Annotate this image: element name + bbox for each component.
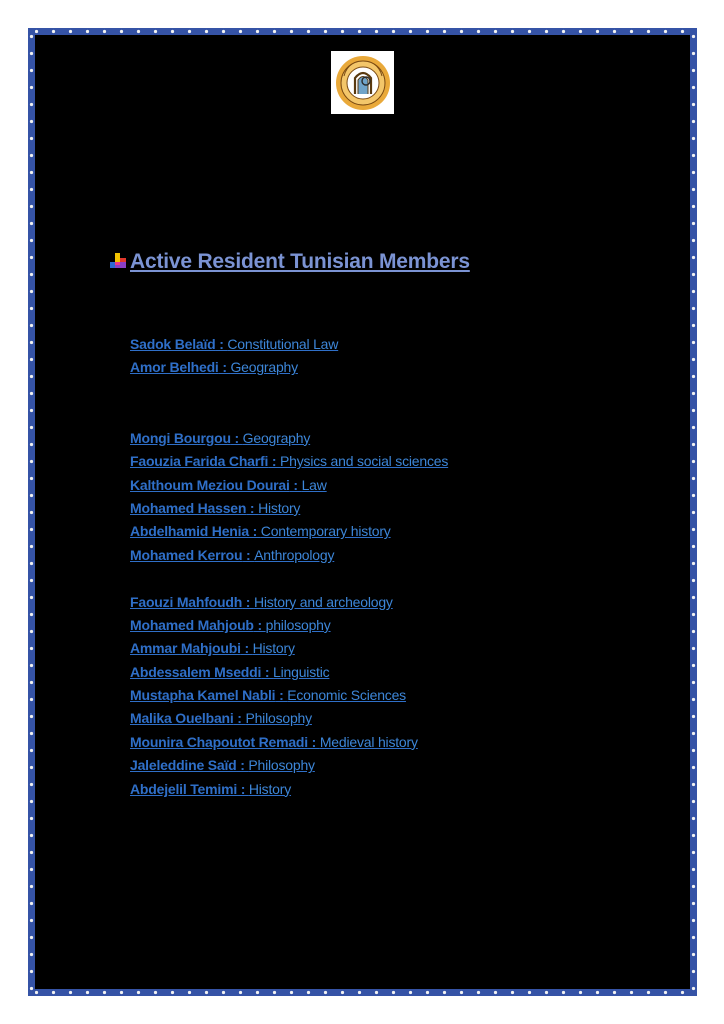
- member-name: Abdessalem Mseddi: [130, 663, 262, 680]
- frame-top-border: [28, 28, 697, 35]
- separator: :: [242, 546, 255, 563]
- member-field: History and archeology: [253, 593, 393, 610]
- separator: :: [240, 640, 253, 657]
- member-link[interactable]: [130, 637, 650, 660]
- member-link[interactable]: [130, 520, 650, 543]
- member-field: Philosophy: [248, 757, 315, 774]
- frame-right-border: [690, 28, 697, 996]
- page-title: Active Resident Tunisian Members: [130, 250, 470, 273]
- separator: :: [218, 359, 231, 376]
- member-field: History: [258, 499, 301, 516]
- member-name: Mounira Chapoutot Remadi: [130, 733, 308, 750]
- member-link[interactable]: [130, 614, 650, 637]
- separator: :: [215, 336, 228, 352]
- member-name: Mohamed Mahjoub: [130, 616, 254, 633]
- member-name: Mohamed Hassen: [130, 499, 247, 516]
- member-field: Geography: [242, 429, 311, 446]
- separator: :: [275, 687, 288, 704]
- member-name: Ammar Mahjoubi: [130, 640, 241, 657]
- member-link[interactable]: [130, 684, 650, 707]
- member-name: Faouzia Farida Charfi: [130, 453, 269, 470]
- member-link[interactable]: [130, 778, 650, 801]
- member-name: Kalthoum Meziou Dourai: [130, 476, 290, 493]
- member-name: Amor Belhedi: [130, 359, 219, 376]
- member-field: History: [252, 640, 295, 657]
- frame-left-border: [28, 28, 35, 996]
- separator: :: [242, 593, 254, 610]
- member-field: Medieval history: [319, 733, 418, 750]
- member-link[interactable]: [130, 754, 650, 777]
- member-name: Jaleleddine Saïd: [130, 757, 237, 774]
- color-squares-bullet-icon: [108, 252, 128, 272]
- separator: :: [268, 453, 281, 470]
- member-field: Anthropology: [254, 546, 335, 563]
- separator: :: [289, 476, 302, 493]
- member-link[interactable]: [130, 544, 650, 567]
- separator: :: [233, 710, 246, 727]
- section-heading: [108, 250, 470, 274]
- member-field: Linguistic: [273, 663, 330, 680]
- member-field: philosophy: [265, 616, 331, 633]
- separator: :: [248, 523, 261, 540]
- member-link[interactable]: [130, 450, 650, 473]
- separator: :: [237, 780, 249, 797]
- member-field: Philosophy: [245, 710, 312, 727]
- separator: :: [230, 429, 243, 446]
- member-name: Faouzi Mahfoudh: [130, 593, 243, 610]
- member-link[interactable]: [130, 661, 650, 684]
- separator: :: [261, 663, 274, 680]
- member-link[interactable]: [130, 474, 650, 497]
- member-field: Law: [301, 476, 327, 493]
- member-field: History: [248, 780, 292, 797]
- member-name: Malika Ouelbani: [130, 710, 234, 727]
- member-link[interactable]: [130, 707, 650, 730]
- member-field: Economic Sciences: [287, 687, 406, 704]
- separator: :: [307, 733, 320, 750]
- institution-seal-icon: [331, 51, 394, 114]
- member-name: Mustapha Kamel Nabli: [130, 687, 276, 704]
- member-list: [130, 333, 650, 801]
- frame-bottom-border: [28, 989, 697, 996]
- separator: :: [246, 499, 259, 516]
- separator: :: [236, 757, 249, 774]
- member-link[interactable]: [130, 333, 650, 356]
- member-name: Mongi Bourgou: [130, 429, 231, 446]
- member-link[interactable]: [130, 591, 650, 614]
- member-link[interactable]: [130, 356, 650, 379]
- group-spacer: [130, 380, 650, 427]
- member-field: Physics and social sciences: [280, 453, 449, 470]
- member-name: Sadok Belaïd: [130, 336, 216, 352]
- member-field: Geography: [230, 359, 298, 376]
- member-link[interactable]: [130, 427, 650, 450]
- member-name: Abdelhamid Henia: [130, 523, 249, 540]
- member-field: Contemporary history: [260, 523, 391, 540]
- member-name: Mohamed Kerrou: [130, 546, 243, 563]
- member-link[interactable]: [130, 497, 650, 520]
- separator: :: [253, 616, 266, 633]
- group-spacer: [130, 567, 650, 590]
- member-field: Constitutional Law: [227, 336, 339, 352]
- member-link[interactable]: [130, 731, 650, 754]
- member-name: Abdejelil Temimi: [130, 780, 238, 797]
